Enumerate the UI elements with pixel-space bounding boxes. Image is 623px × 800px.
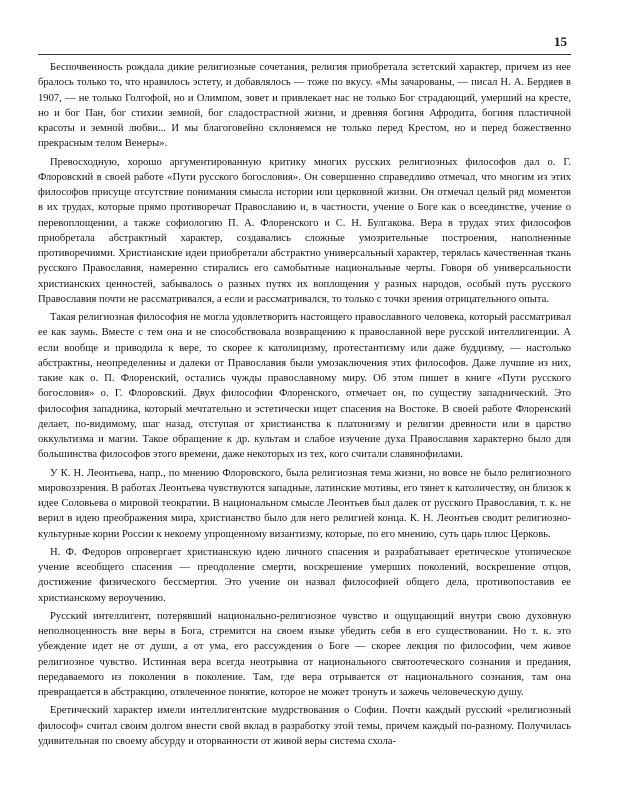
header-rule bbox=[38, 54, 571, 55]
paragraph: Беспочвенность рождала дикие религиозные сочетания, религия приобретала эстетский характер, причем из нее бралось только то, что нравилось эстету, и добавлялось — тоже по вкусу. «Мы зачарованы, — писал Н. А. Бердяев в 1907, — не только Голгофой, но и Олимпом, зовет и привлекает нас не только Бог страдающий, умерший на кресте, но и бог Пан, бог стихии земной, бог сладострастной жизни, и древняя богиня Афродита, богиня пластичной красоты и земной любви... И мы благоговейно склоняемся не только перед Крестом, но и перед божественно прекрасным телом Венеры». bbox=[38, 62, 571, 150]
paragraph: Русский интеллигент, потерявший национально-религиозное чувство и ощущающий внутри свою духовную неполноценность вне веры в Бога, стремится на своем языке убедить себя в его существовании. Но т. к. это убеждение идет не от души, а от ума, его рассуждения о Боге — скорее лекция по философии, чем живое религиозное чувство. Истинная вера всегда неотрывна от национального святоотеческого сознания и предания, передаваемого из поколения в поколение. Там, где вера отрывается от национального сознания, там она превращается в абстракцию, отвлеченное понятие, которое не может тронуть и зажечь человеческую душу. bbox=[38, 610, 571, 698]
paragraph: Еретический характер имели интеллигентские мудрствования о Софии. Почти каждый русский «религиозный философ» считал своим долгом внести свой вклад в разработку этой темы, причем каждый по-разному. Получилась удивительная по своему абсурду и оторванности от живой веры система схола- bbox=[38, 705, 571, 747]
page-number: 15 bbox=[554, 34, 567, 49]
paragraph: Превосходную, хорошо аргументированную критику многих русских религиозных философов дал о. Г. Флоровский в своей работе «Пути русского богословия». Он совершенно справедливо отмечал, что многим из этих философов присуще отсутствие понимания смысла истории или церковной жизни. Он отмечал целый ряд моментов в их трудах, которые прямо противоречат Православию и, в частности, учение о Боге как о всеединстве, учение о перевоплощении, а также софиологию П. А. Флоренского и С. Н. Булгакова. Вера в трудах этих философов приобретала абстрактный характер, создавались сложные умозрительные построения, наполненные противоречиями. Христианские идеи приобретали абстрактно универсальный характер, терялась качественная ткань русского Православия, намеренно стирались его самобытные национальные черты. Говоря об универсальности христианских ценностей, забывалось о разных путях их воплощения у разных народов, особый путь русского Православия почти не рассматривался, а если и рассматривался, то только с точки зрения отрицательного опыта. bbox=[38, 156, 571, 305]
paragraph: У К. Н. Леонтьева, напр., по мнению Флоровского, была религиозная тема жизни, но вовсе не было религиозного мировоззрения. В работах Леонтьева чувствуются западные, латинские мотивы, его тянет к католичеству, он близок к идее Соловьева о мировой теократии. В национальном смысле Леонтьев был далек от русского Православия, т. к. не верил в идею преображения мира, христианство было для него религией конца. К. Н. Леонтьев сводит религиозно-культурные корни России к некоему упрощенному византизму, которые, по его мнению, суть царь плюс Церковь. bbox=[38, 467, 571, 540]
paragraph: Н. Ф. Федоров опровергает христианскую идею личного спасения и разрабатывает еретическое утопическое учение всеобщего спасения — преодоление смерти, воскрешение умерших поколений, воскрешение отцов, достижение физического бессмертия. Это учение он назвал философией общего дела, противопоставив ее христианскому вероучению. bbox=[38, 546, 571, 604]
paragraph: Такая религиозная философия не могла удовлетворить настоящего православного человека, который рассматривал ее как заумь. Вместе с тем она и не способствовала возвращению к православной вере русской интеллигенции. А если вообще и приводила к вере, то скорее к католицизму, протестантизму или даже буддизму, — настолько абстрактны, неопределенны и далеки от Православия были умозаключения этих философов. Даже лучшие из них, такие как о. П. Флоренский, остались чужды православному миру. Об этом пишет в книге «Пути русского богословия» о. Г. Флоровский. Двух философии Флоренского, отмечает он, по существу западнический. Это философия западника, который мечтательно и эстетически ищет спасения на Востоке. В своей работе Флоренский делает, по-видимому, шаг назад, отступая от христианства к платонизму и религии древности или в царство оккультизма и магии. Такое обращение к др. культам и слабое изучение духа Православия характерно было для большинства философов этого времени, даже некоторых из тех, кого считали славянофилами. bbox=[38, 312, 571, 461]
body-text bbox=[38, 60, 571, 752]
